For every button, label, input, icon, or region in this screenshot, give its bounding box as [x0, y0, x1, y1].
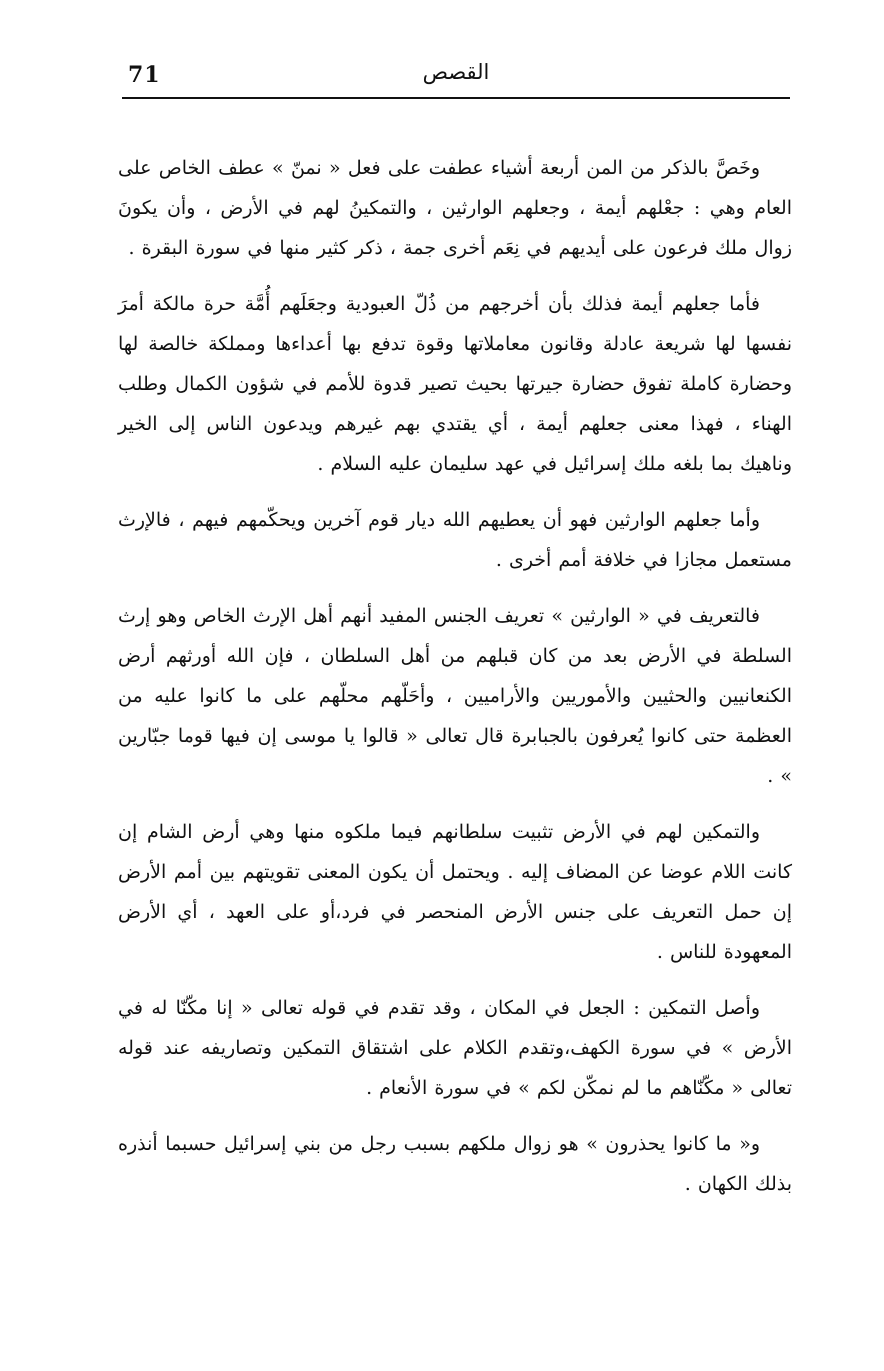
body-text	[118, 148, 792, 1204]
paragraph-text: وأما جعلهم الوارثين فهو أن يعطيهم الله ديار قوم آخرين ويحكّمهم فيهم ، فالإرث مستعمل مجازا في خلافة أمم أخرى .	[118, 509, 792, 571]
header-rule	[122, 97, 790, 99]
running-title: القصص	[422, 60, 490, 84]
paragraph-text: فأما جعلهم أيمة فذلك بأن أخرجهم من ذُلّ العبودية وجعَلَهم أُمَّة حرة مالكة أمرَ نفسها لها شريعة عادلة وقانون معاملاتها وقوة تدفع بها أعداءها ومملكة خالصة لها وحضارة كاملة تفوق حضارة جيرتها بحيث تصير قدوة للأمم في شؤون الكمال وطلب الهناء ، فهذا معنى جعلهم أيمة ، أي يقتدي بهم غيرهم ويدعون الناس إلى الخير وناهيك بما بلغه ملك إسرائيل في عهد سليمان عليه السلام .	[118, 293, 792, 475]
paragraph-text: وخَصَّ بالذكر من المن أربعة أشياء عطفت على فعل « نمنّ » عطف الخاص على العام وهي : جعْلهم أيمة ، وجعلهم الوارثين ، والتمكينُ لهم في الأرض ، وأن يكونَ زوال ملك فرعون على أيديهم في نِعَم أخرى جمة ، ذكر كثير منها في سورة البقرة .	[118, 157, 792, 259]
paragraph-1	[118, 148, 792, 268]
paragraph-text: فالتعريف في « الوارثين » تعريف الجنس المفيد أنهم أهل الإرث الخاص وهو إرث السلطة في الأرض بعد من كان قبلهم من أهل السلطان ، فإن الله أورثهم أرض الكنعانيين والحثيين والأموريين والأراميين ، وأحَلّهم محلّهم على ما كانوا عليه من العظمة حتى كانوا يُعرفون بالجبابرة قال تعالى « قالوا يا موسى إن فيها قوما جبّارين » .	[118, 605, 792, 787]
paragraph-4	[118, 596, 792, 796]
page-header	[122, 58, 790, 94]
paragraph-text: والتمكين لهم في الأرض تثبيت سلطانهم فيما ملكوه منها وهي أرض الشام إن كانت اللام عوضا عن المضاف إليه . ويحتمل أن يكون المعنى تقويتهم بين أمم الأرض إن حمل التعريف على جنس الأرض المنحصر في فرد،أو على العهد ، أي الأرض المعهودة للناس .	[118, 821, 792, 963]
paragraph-text: وأصل التمكين : الجعل في المكان ، وقد تقدم في قوله تعالى « إنا مكّنّا له في الأرض » في سورة الكهف،وتقدم الكلام على اشتقاق التمكين وتصاريفه عند قوله تعالى « مكّنّاهم ما لم نمكّن لكم » في سورة الأنعام .	[118, 997, 792, 1099]
paragraph-6	[118, 988, 792, 1108]
paragraph-7	[118, 1124, 792, 1204]
paragraph-text: و« ما كانوا يحذرون » هو زوال ملكهم بسبب رجل من بني إسرائيل حسبما أنذره بذلك الكهان .	[118, 1133, 792, 1195]
paragraph-3	[118, 500, 792, 580]
paragraph-2	[118, 284, 792, 484]
paragraph-5	[118, 812, 792, 972]
page-number: 71	[128, 62, 161, 88]
